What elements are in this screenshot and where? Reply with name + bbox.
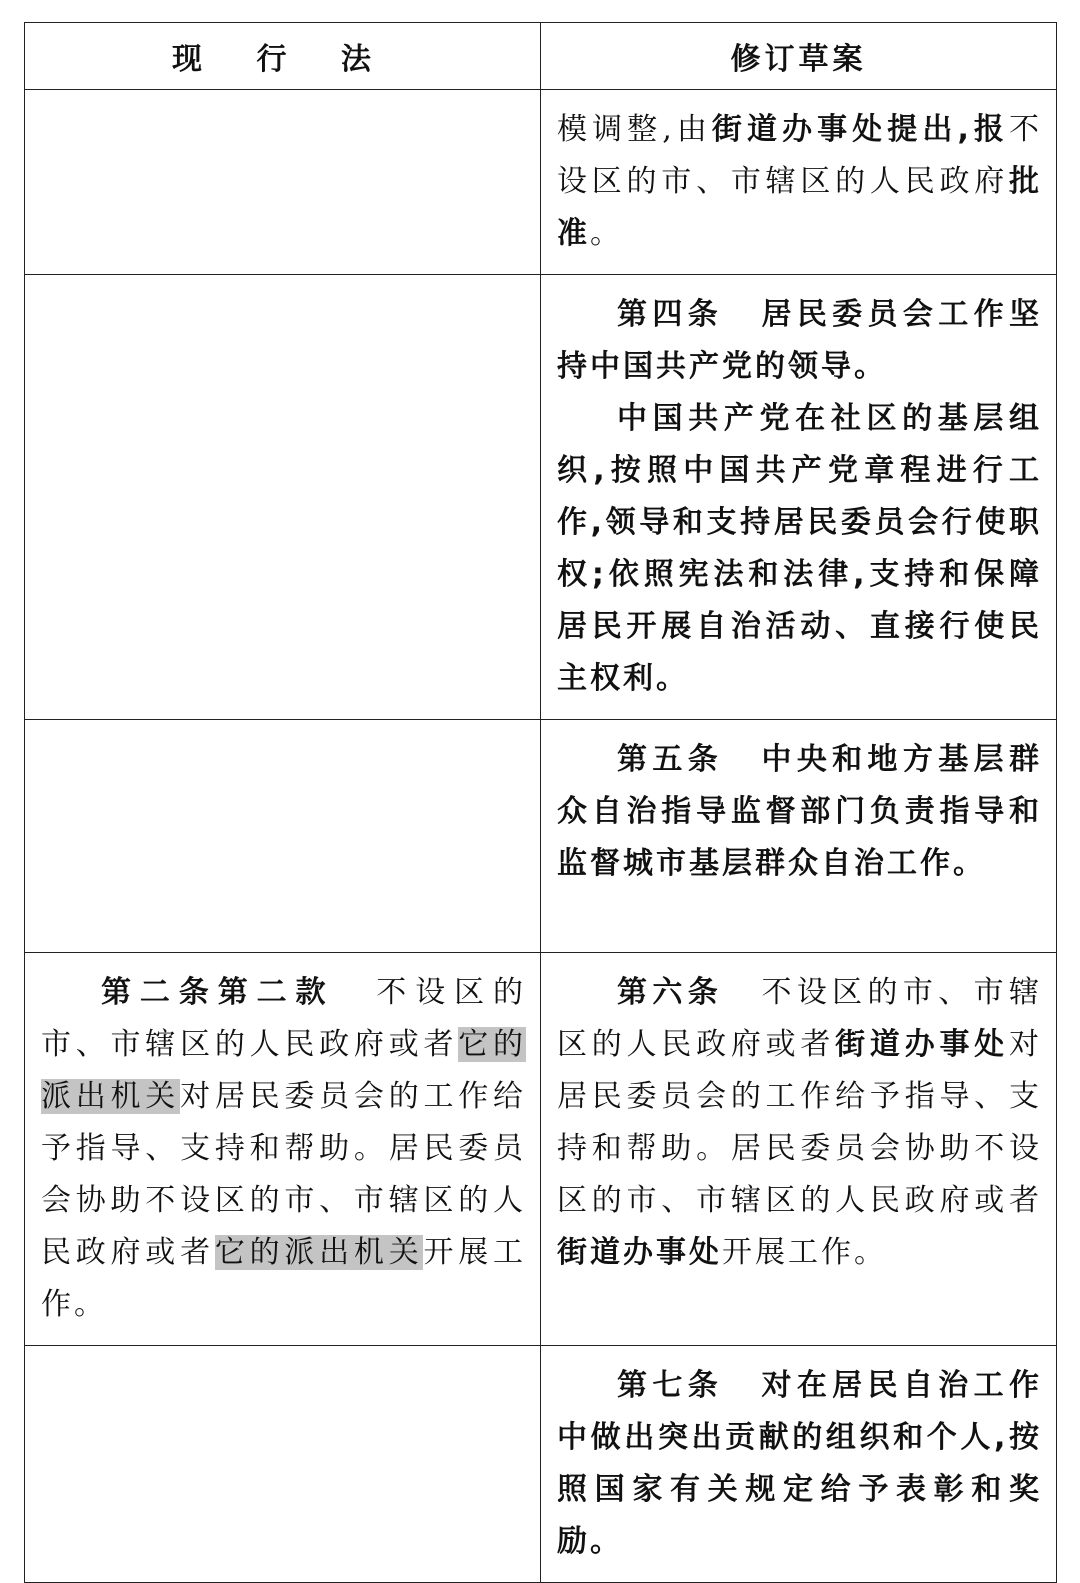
bold-text: 批准 (557, 164, 1042, 251)
table-row (25, 1346, 1057, 1583)
left-cell-empty (25, 275, 541, 720)
article-title: 第七条 (617, 1368, 724, 1403)
table-row (25, 275, 1057, 720)
article-4-paragraph (557, 289, 1042, 393)
left-cell (25, 953, 541, 1346)
article-4-paragraph-2: 中国共产党在社区的基层组织,按照中国共产党章程进行工作,领导和支持居民委员会行使职权;依照宪法和法律,支持和保障居民开展自治活动、直接行使民主权利。 (557, 401, 1042, 696)
article-text (41, 975, 526, 1322)
text-run: 开展工作。 (722, 1235, 887, 1270)
bold-text: 街道办事处提出,报 (711, 112, 1009, 147)
text-run: 。 (590, 216, 623, 251)
table-row (25, 953, 1057, 1346)
text-run: 模调整,由 (557, 112, 712, 147)
table-row (25, 90, 1057, 275)
table-header-row (25, 23, 1057, 90)
text-run: 不设区的市、市辖区的人民政府或者 (41, 975, 527, 1062)
article-title: 第五条 (617, 742, 724, 777)
right-cell (541, 1346, 1057, 1583)
text-run: 对居民委员会的工作给予指导、支持和帮助。居民委员会协助不设区的市、市辖区的人民政府或者 (41, 1079, 527, 1270)
article-title: 第六条 (617, 975, 724, 1010)
left-cell-empty (25, 720, 541, 953)
highlighted-text: 它的派出机关 (214, 1235, 424, 1270)
article-title: 第四条 (617, 297, 724, 332)
header-revision-draft: 修订草案 (541, 23, 1057, 90)
left-cell-empty (25, 90, 541, 275)
paragraph (557, 104, 1042, 260)
header-current-law: 现 行 法 (25, 23, 541, 90)
text-run: 不设区的市、市辖区的人民政府 (557, 112, 1042, 199)
article-text: 对在居民自治工作中做出突出贡献的组织和个人,按照国家有关规定给予表彰和奖励。 (557, 1368, 1043, 1559)
right-cell (541, 275, 1057, 720)
article-5-paragraph (557, 734, 1042, 890)
current-law-paragraph (41, 967, 526, 1331)
article-text: 中央和地方基层群众自治指导监督部门负责指导和监督城市基层群众自治工作。 (557, 742, 1043, 881)
text-run: 对居民委员会的工作给予指导、支持和帮助。居民委员会协助不设区的市、市辖区的人民政府或者 (557, 1027, 1043, 1218)
table-row (25, 720, 1057, 953)
right-cell (541, 720, 1057, 953)
text-run: 不设区的市、市辖区的人民政府或者 (557, 975, 1043, 1062)
comparison-table (24, 22, 1057, 1583)
article-text: 居民委员会工作坚持中国共产党的领导。 (557, 297, 1043, 384)
article-text (557, 975, 1042, 1270)
article-title: 第二条第二款 (101, 975, 335, 1010)
article-7-paragraph (557, 1360, 1042, 1568)
article-6-paragraph (557, 967, 1042, 1279)
left-cell-empty (25, 1346, 541, 1583)
bold-text: 街道办事处 (835, 1027, 1010, 1062)
text-run: 开展工作。 (41, 1235, 527, 1322)
highlighted-text: 它的派出机关 (41, 1027, 527, 1114)
bold-text: 街道办事处 (557, 1235, 722, 1270)
right-cell (541, 953, 1057, 1346)
right-cell (541, 90, 1057, 275)
